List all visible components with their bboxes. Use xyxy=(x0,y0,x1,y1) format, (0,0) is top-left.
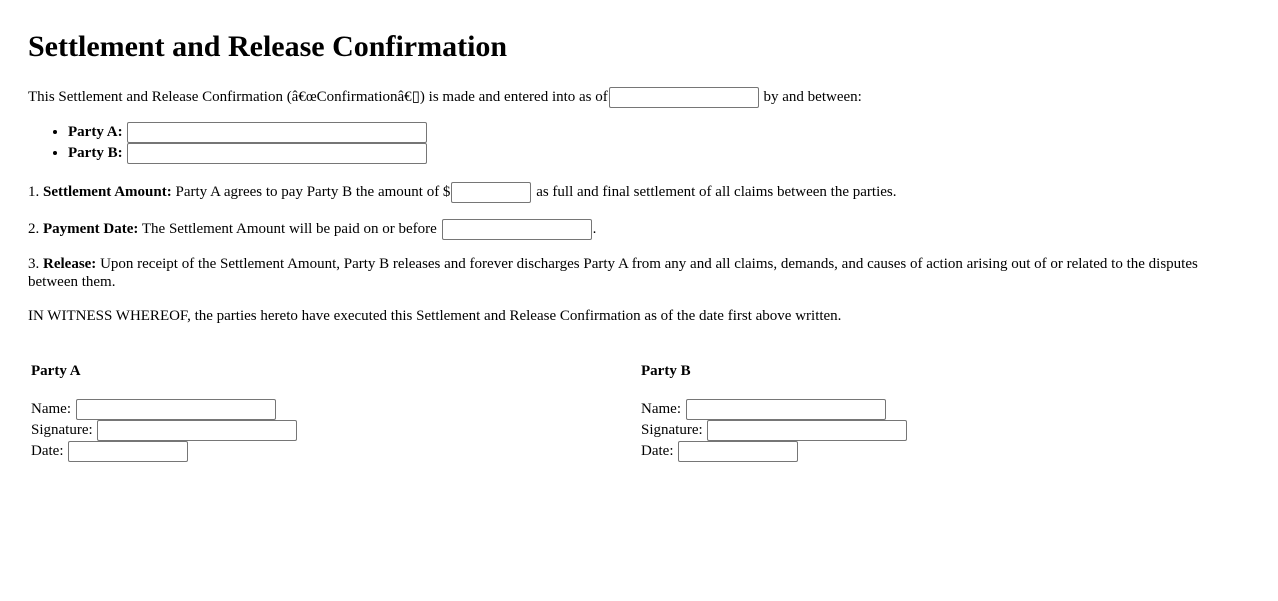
clause-heading: Release: xyxy=(43,256,97,272)
party-b-item xyxy=(68,143,428,164)
party-b-name-input[interactable] xyxy=(686,399,886,420)
party-a-name-input[interactable] xyxy=(76,399,276,420)
date-label: Date: xyxy=(31,443,64,459)
signature-title: Party B xyxy=(641,363,691,379)
name-label: Name: xyxy=(31,401,71,417)
signature-row xyxy=(31,420,298,441)
amount-input[interactable] xyxy=(451,182,531,203)
party-a-item xyxy=(68,122,428,143)
party-a-signature-input[interactable] xyxy=(97,420,297,441)
witness-statement: IN WITNESS WHEREOF, the parties hereto have executed this Settlement and Release Confirmation as of the date first above written. xyxy=(28,308,842,324)
effective-date-input[interactable] xyxy=(609,87,759,108)
clause-text: Upon receipt of the Settlement Amount, Party B releases and forever discharges Party A from any and all claims, demands, and causes of action arising out of or related to the disputes between them. xyxy=(28,256,1198,290)
party-b-date-input[interactable] xyxy=(678,441,798,462)
name-label: Name: xyxy=(641,401,681,417)
date-label: Date: xyxy=(641,443,674,459)
date-row xyxy=(31,441,298,462)
clause-number: 2. xyxy=(28,220,40,237)
clause-release xyxy=(28,255,1238,291)
intro-text: This Settlement and Release Confirmation (â€œConfirmationâ€▯) is made and entered into as of xyxy=(28,88,608,105)
payment-date-input[interactable] xyxy=(442,219,592,240)
party-a-date-input[interactable] xyxy=(68,441,188,462)
signature-label: Signature: xyxy=(31,422,93,438)
signature-title: Party A xyxy=(31,363,81,379)
clause-text-after: as full and final settlement of all claims between the parties. xyxy=(536,183,897,200)
clause-settlement-amount xyxy=(28,182,896,203)
page-title: Settlement and Release Confirmation xyxy=(28,30,508,63)
signature-block-party-a xyxy=(31,362,298,462)
clause-text: Party A agrees to pay Party B the amount of $ xyxy=(175,183,451,200)
party-a-input[interactable] xyxy=(127,122,427,143)
intro-text-after: by and between: xyxy=(763,88,862,105)
clause-text: The Settlement Amount will be paid on or before xyxy=(141,220,437,237)
date-row xyxy=(641,441,908,462)
signature-row xyxy=(641,420,908,441)
clause-number: 1. xyxy=(28,183,40,200)
signature-label: Signature: xyxy=(641,422,703,438)
clause-payment-date xyxy=(28,219,596,240)
name-row xyxy=(641,399,908,420)
clause-heading: Settlement Amount: xyxy=(43,183,172,200)
intro-paragraph xyxy=(28,87,862,108)
clause-text-after: . xyxy=(592,220,597,237)
party-b-input[interactable] xyxy=(127,143,427,164)
signature-block-party-b xyxy=(641,362,908,462)
clause-heading: Payment Date: xyxy=(43,220,139,237)
clause-number: 3. xyxy=(28,256,40,272)
name-row xyxy=(31,399,298,420)
party-b-signature-input[interactable] xyxy=(707,420,907,441)
party-a-label: Party A: xyxy=(68,124,123,140)
party-list xyxy=(28,122,428,164)
party-b-label: Party B: xyxy=(68,145,123,161)
